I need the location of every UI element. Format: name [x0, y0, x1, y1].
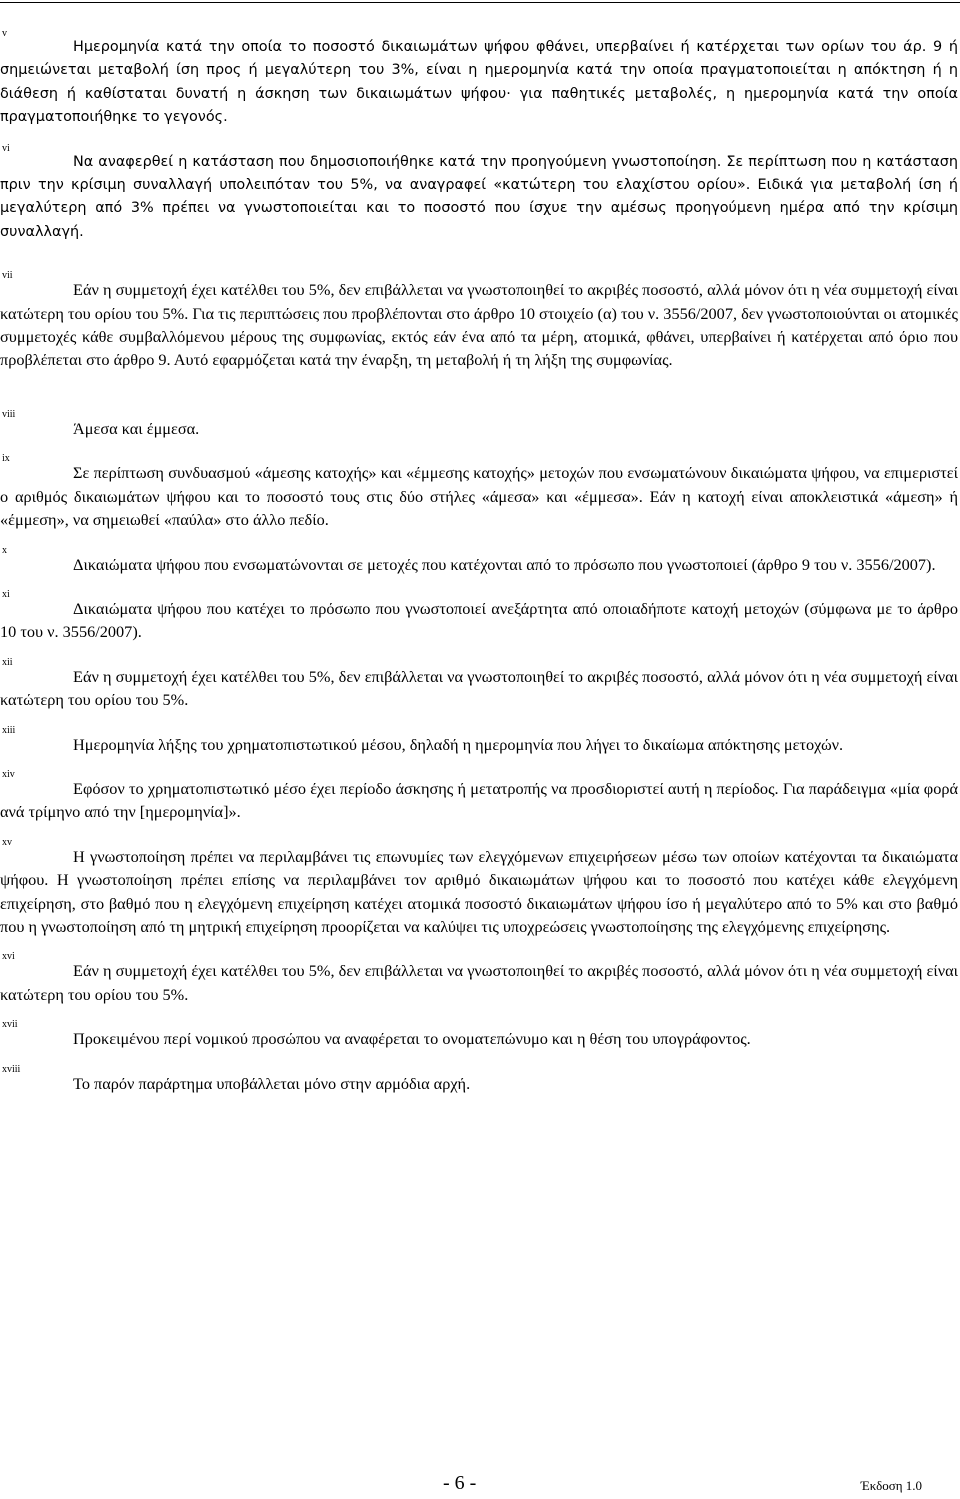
endnote-vii	[0, 270, 959, 372]
edition-label: Έκδοση 1.0	[860, 1478, 922, 1493]
endnote-viii	[0, 408, 958, 440]
endnote-x	[0, 544, 958, 576]
endnote-v	[0, 28, 958, 130]
endnote-marker: xvii	[2, 1019, 18, 1031]
endnote-xvi	[0, 951, 958, 1006]
endnote-text: Προκειμένου περί νομικού προσώπου να αναφέρεται το ονοματεπώνυμο και η θέση του υπογράφοντος.	[73, 1029, 751, 1049]
endnote-text: Δικαιώματα ψήφου που ενσωματώνονται σε μετοχές που κατέχονται από το πρόσωπο που γνωστοποιεί (άρθρο 9 του ν. 3556/2007).	[73, 554, 936, 574]
endnote-marker: xiii	[2, 724, 16, 736]
endnote-xi	[0, 588, 958, 644]
endnote-xv	[0, 836, 958, 939]
endnote-marker: viii	[2, 408, 16, 420]
endnote-text: Να αναφερθεί η κατάσταση που δημοσιοποιήθηκε κατά την προηγούμενη γνωστοποίηση. Σε περίπτωση που η κατάσταση πριν την κρίσιμη συναλλαγή υπολειπόταν του 5%, να αναγραφεί «κατώτερη του ελαχίστου ορίου». Ειδικά για μεταβολή ίση ή μεγαλύτερη από 3% πρέπει να γνωστοποιείται και το ποσοστό που ίσχυε την αμέσως προηγούμενη ημέρα από την κρίσιμη συναλλαγή.	[0, 153, 958, 240]
endnote-marker: vi	[2, 142, 10, 154]
endnote-xviii	[0, 1063, 958, 1095]
endnote-marker: vii	[2, 270, 13, 282]
page-number: - 6 -	[443, 1472, 477, 1494]
endnote-text: Η γνωστοποίηση πρέπει να περιλαμβάνει τις επωνυμίες των ελεγχόμενων επιχειρήσεων μέσω των οποίων κατέχονται τα δικαιώματα ψήφου. Η γνωστοποίηση πρέπει επίσης να περιλαμβάνει τον αριθμό δικαιωμάτων ψήφου και το ποσοστό που κατέχει κάθε ελεγχόμενη επιχείρηση, στο βαθμό που η ελεγχόμενη επιχείρηση κατέχει ατομικά ποσοστό δικαιωμάτων ψήφου ίσο ή μεγαλύτερο από το 5% και στο βαθμό που η γνωστοποίηση από τη μητρική επιχείρηση προορίζεται να καλύψει τις υποχρεώσεις γνωστοποίησης της ελεγχόμενης επιχείρησης.	[0, 846, 958, 936]
endnotes-list	[0, 28, 959, 1095]
endnote-text: Ημερομηνία λήξης του χρηματοπιστωτικού μέσου, δηλαδή η ημερομηνία που λήγει το δικαίωμα απόκτησης μετοχών.	[73, 734, 844, 754]
endnote-text: Εάν η συμμετοχή έχει κατέλθει του 5%, δεν επιβάλλεται να γνωστοποιηθεί το ακριβές ποσοστό, αλλά μόνον ότι η νέα συμμετοχή είναι κατώτερη του ορίου του 5%. Για τις περιπτώσεις που προβλέπονται στο άρθρο 10 στοιχείο (α) του ν. 3556/2007, δεν γνωστοποιούνται οι ατομικές συμμετοχές κάθε συμβαλλόμενου μέρους της συμφωνίας, εκτός εάν ένα από τα μέρη, ατομικά, φθάνει, υπερβαίνει ή κατέρχεται από όριο που προβλέπεται στο άρθρο 9. Αυτό εφαρμόζεται κατά την έναρξη, τη μεταβολή ή τη λήξη της συμφωνίας.	[0, 280, 959, 370]
endnote-marker: xv	[2, 836, 12, 848]
endnote-xvii	[0, 1019, 958, 1050]
endnote-text: Εάν η συμμετοχή έχει κατέλθει του 5%, δεν επιβάλλεται να γνωστοποιηθεί το ακριβές ποσοστό, αλλά μόνον ότι η νέα συμμετοχή είναι κατώτερη του ορίου του 5%.	[0, 961, 958, 1004]
endnote-marker: xvi	[2, 951, 15, 963]
endnote-xiii	[0, 724, 958, 756]
endnote-text: Ημερομηνία κατά την οποία το ποσοστό δικαιωμάτων ψήφου φθάνει, υπερβαίνει ή κατέρχεται των ορίων του άρ. 9 ή σημειώνεται μεταβολή ίση προς ή μεγαλύτερη του 3%, είναι η ημερομηνία κατά την οποία πραγματοποιείται η απόκτηση ή η διάθεση ή καθίσταται δυνατή η άσκηση των δικαιωμάτων ψήφου· για παθητικές μεταβολές, η ημερομηνία κατά την οποία πραγματοποιήθηκε το γεγονός.	[0, 39, 958, 126]
endnote-xii	[0, 656, 958, 712]
endnote-ix	[0, 453, 958, 531]
endnote-marker: x	[2, 544, 7, 556]
endnote-marker: v	[2, 28, 7, 39]
endnote-text: Εάν η συμμετοχή έχει κατέλθει του 5%, δεν επιβάλλεται να γνωστοποιηθεί το ακριβές ποσοστό, αλλά μόνον ότι η νέα συμμετοχή είναι κατώτερη του ορίου του 5%.	[0, 666, 958, 710]
endnote-marker: ix	[2, 453, 10, 465]
endnote-marker: xii	[2, 656, 13, 668]
endnote-marker: xiv	[2, 768, 15, 780]
endnote-text: Δικαιώματα ψήφου που κατέχει το πρόσωπο που γνωστοποιεί ανεξάρτητα από οποιαδήποτε κατοχή μετοχών (σύμφωνα με το άρθρο 10 του ν. 3556/2007).	[0, 598, 958, 642]
endnote-text: Το παρόν παράρτημα υποβάλλεται μόνο στην αρμόδια αρχή.	[73, 1073, 471, 1093]
endnote-marker: xi	[2, 588, 10, 600]
endnote-text: Εφόσον το χρηματοπιστωτικό μέσο έχει περίοδο άσκησης ή μετατροπής να προσδιοριστεί αυτή η περίοδος. Για παράδειγμα «μία φορά ανά τρίμηνο από την [ημερομηνία]».	[0, 778, 958, 822]
endnote-marker: xviii	[2, 1063, 21, 1075]
endnote-vi	[0, 142, 958, 245]
endnote-text: Σε περίπτωση συνδυασμού «άμεσης κατοχής» και «έμμεσης κατοχής» μετοχών που ενσωματώνουν δικαιώματα ψήφου, να επιμεριστεί ο αριθμός δικαιωμάτων ψήφου και το ποσοστό τους στις δύο στήλες «άμεσα» και «έμμεσα». Εάν η κατοχή είναι αποκλειστικά «άμεση» ή «έμμεση», να σημειωθεί «παύλα» στο άλλο πεδίο.	[0, 463, 958, 530]
top-rule	[0, 2, 960, 3]
endnote-xiv	[0, 768, 958, 824]
page-footer	[0, 1470, 960, 1498]
endnote-text: Άμεσα και έμμεσα.	[73, 418, 200, 438]
